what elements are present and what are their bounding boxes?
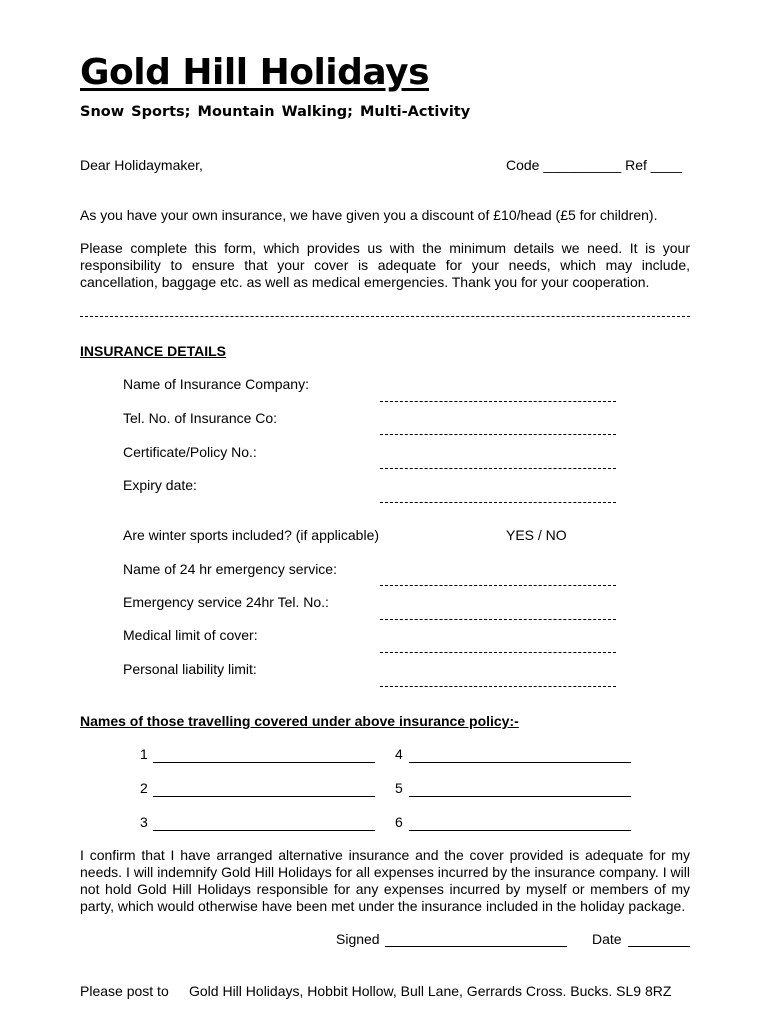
traveller-number: 2 bbox=[140, 780, 148, 796]
post-label: Please post to bbox=[80, 983, 169, 999]
liability-limit-input[interactable] bbox=[380, 686, 616, 687]
travellers-heading: Names of those travelling covered under above insurance policy:- bbox=[80, 713, 519, 729]
liability-limit-label: Personal liability limit: bbox=[123, 661, 257, 677]
traveller-name-input[interactable] bbox=[409, 830, 631, 831]
traveller-name-input[interactable] bbox=[153, 796, 375, 797]
traveller-name-input[interactable] bbox=[409, 796, 631, 797]
confirmation-text: I confirm that I have arranged alternative insurance and the cover provided is adequate for my needs. I will indemnify Gold Hill Holidays for all expenses incurred by the insurance company. I will not hold Gold Hill Holidays responsible for any expenses incurred by myself or members of my party, which would otherwise have been met under the insurance included in the holiday package. bbox=[80, 847, 690, 914]
insurance-tel-label: Tel. No. of Insurance Co: bbox=[123, 410, 278, 426]
traveller-name-input[interactable] bbox=[153, 830, 375, 831]
insurance-heading: INSURANCE DETAILS bbox=[80, 343, 226, 359]
date-input[interactable] bbox=[628, 946, 690, 947]
traveller-number: 1 bbox=[140, 746, 148, 762]
policy-number-label: Certificate/Policy No.: bbox=[123, 444, 257, 460]
expiry-date-label: Expiry date: bbox=[123, 477, 197, 493]
salutation: Dear Holidaymaker, bbox=[80, 157, 203, 173]
insurance-company-input[interactable] bbox=[380, 401, 616, 402]
traveller-number: 5 bbox=[395, 780, 403, 796]
emergency-service-input[interactable] bbox=[380, 585, 616, 586]
medical-limit-input[interactable] bbox=[380, 652, 616, 653]
emergency-service-label: Name of 24 hr emergency service: bbox=[123, 561, 337, 577]
page-subtitle: Snow Sports; Mountain Walking; Multi-Activity bbox=[80, 104, 471, 120]
page-title: Gold Hill Holidays bbox=[80, 52, 429, 93]
traveller-name-input[interactable] bbox=[153, 762, 375, 763]
discount-text: As you have your own insurance, we have given you a discount of £10/head (£5 for children). bbox=[80, 207, 658, 223]
expiry-date-input[interactable] bbox=[380, 502, 616, 503]
code-ref-field[interactable]: Code __________ Ref ____ bbox=[506, 157, 682, 173]
traveller-number: 3 bbox=[140, 814, 148, 830]
winter-sports-question: Are winter sports included? (if applicable) bbox=[123, 527, 380, 543]
policy-number-input[interactable] bbox=[380, 468, 616, 469]
insurance-company-label: Name of Insurance Company: bbox=[123, 376, 309, 392]
insurance-tel-input[interactable] bbox=[380, 434, 616, 435]
date-label: Date bbox=[592, 931, 622, 947]
traveller-number: 6 bbox=[395, 814, 403, 830]
postal-address: Gold Hill Holidays, Hobbit Hollow, Bull Lane, Gerrards Cross. Bucks. SL9 8RZ bbox=[189, 983, 672, 999]
instructions-text: Please complete this form, which provides us with the minimum details we need. It is your responsibility to ensure that your cover is adequate for your needs, which may include, cancellation, baggage etc. as well as medical emergencies. Thank you for your cooperation. bbox=[80, 240, 690, 290]
winter-sports-yes-no[interactable]: YES / NO bbox=[506, 527, 567, 543]
signed-label: Signed bbox=[336, 931, 380, 947]
section-divider bbox=[80, 316, 690, 317]
traveller-name-input[interactable] bbox=[409, 762, 631, 763]
medical-limit-label: Medical limit of cover: bbox=[123, 627, 258, 643]
traveller-number: 4 bbox=[395, 746, 403, 762]
emergency-tel-input[interactable] bbox=[380, 619, 616, 620]
signature-input[interactable] bbox=[385, 946, 567, 947]
emergency-tel-label: Emergency service 24hr Tel. No.: bbox=[123, 594, 329, 610]
